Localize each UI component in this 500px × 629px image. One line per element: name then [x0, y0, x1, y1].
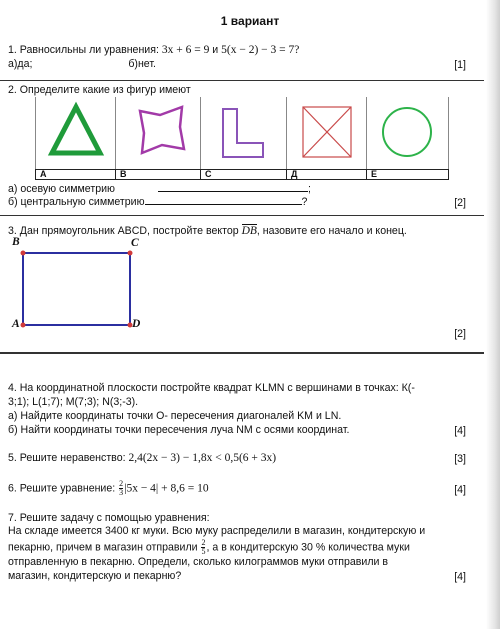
- q5-text: 5. Решите неравенство:: [8, 452, 129, 464]
- q7-line-3: [8, 539, 410, 556]
- q7-line-3-suffix: , а в кондитерскую 30 % количества муки: [206, 541, 410, 554]
- q7-line-1: 7. Решите задачу с помощью уравнения:: [8, 512, 210, 524]
- figure-label-e: Е: [367, 170, 449, 180]
- hourglass-figure: [287, 97, 366, 169]
- q4-line-2: 3;1); L(1;7); M(7;3); N(3;-3).: [8, 396, 139, 408]
- vertex-d-label: D: [132, 318, 141, 330]
- q7-line-2: На складе имеется 3400 кг муки. Всю муку распределили в магазин, кондитерскую и: [8, 525, 426, 537]
- figure-label-b: В: [116, 170, 201, 180]
- q6-fraction: [119, 480, 123, 497]
- vertex-c-label: C: [131, 237, 139, 249]
- q6-frac-den: 3: [119, 488, 124, 497]
- separator: [0, 215, 484, 216]
- q1-equation-2: 5(x − 2) − 3 = 7?: [221, 44, 300, 56]
- q5-question: [8, 452, 276, 464]
- vertex-b-label: B: [12, 236, 20, 248]
- q6-text: 6. Решите уравнение:: [8, 482, 119, 495]
- separator: [0, 80, 484, 81]
- figure-label-c: С: [201, 170, 287, 180]
- figure-e-cell: [366, 97, 449, 170]
- triangle-figure: [36, 97, 115, 169]
- q1-mark: [1]: [454, 59, 466, 71]
- q7-line-3-prefix: пекарню, причем в магазин отправили: [8, 541, 201, 554]
- q7-fraction: [201, 539, 205, 556]
- q4-mark: [4]: [454, 425, 466, 437]
- q6-question: [8, 480, 209, 497]
- separator: [0, 352, 484, 354]
- q4-line-4: б) Найти координаты точки пересечения луча NM с осями координат.: [8, 424, 350, 436]
- pinwheel-figure: [116, 97, 200, 169]
- q2-axial-symmetry: а) осевую симметрию: [8, 183, 115, 195]
- q1-option-a: а)да;: [8, 58, 33, 70]
- figure-label-d: Д: [287, 170, 367, 180]
- figure-labels-table: [35, 169, 449, 180]
- q2-end-a: ;: [307, 183, 311, 195]
- q6-mark: [4]: [454, 484, 466, 496]
- q1-options: [8, 58, 156, 70]
- figure-a-cell: [35, 97, 116, 170]
- vector-db: DB: [241, 225, 257, 237]
- q2-central-symmetry: б) центральную симметрию: [8, 196, 145, 208]
- q2-end-b: ?: [301, 196, 308, 208]
- circle-figure: [367, 97, 448, 169]
- q4-line-3: а) Найдите координаты точки О- пересечения диагоналей KM и LN.: [8, 410, 342, 422]
- page-title: 1 вариант: [220, 14, 280, 28]
- figure-c-cell: [200, 97, 287, 170]
- q7-frac-den: 5: [201, 547, 206, 556]
- rectangle-abcd-figure: [0, 234, 170, 334]
- page-edge-shadow: [486, 0, 500, 629]
- q7-mark: [4]: [454, 571, 466, 583]
- figure-d-cell: [286, 97, 367, 170]
- l-shape-figure: [201, 97, 286, 169]
- q5-inequality: 2,4(2x − 3) − 1,8x < 0,5(6 + 3x): [128, 452, 277, 464]
- q6-equation: |5x − 4| + 8,6 = 10: [124, 482, 209, 495]
- q1-option-b: б)нет.: [128, 58, 156, 70]
- q3-text: 3. Дан прямоугольник ABCD, постройте вектор: [8, 225, 242, 237]
- q2-line-b: [8, 196, 307, 208]
- answer-blank-a[interactable]: [158, 191, 308, 192]
- q2-question: 2. Определите какие из фигур имеют: [8, 84, 191, 96]
- figure-b-cell: [115, 97, 201, 170]
- q6-frac-num: 2: [119, 479, 124, 488]
- q3-text-suffix: , назовите его начало и конец.: [256, 225, 407, 237]
- figure-label-a: А: [36, 170, 116, 180]
- q7-line-4: отправленную в пекарню. Определи, сколько килограммов муки отправили в: [8, 556, 389, 568]
- q7-frac-num: 2: [201, 538, 206, 547]
- vertex-a-label: A: [12, 318, 20, 330]
- q1-question: [8, 44, 299, 56]
- q1-equation-1: 3x + 6 = 9: [161, 44, 210, 56]
- q1-text: 1. Равносильны ли уравнения:: [8, 44, 162, 56]
- q1-conjunction: и: [209, 44, 222, 56]
- q7-line-5: магазин, кондитерскую и пекарню?: [8, 570, 182, 582]
- q4-line-1: 4. На координатной плоскости постройте квадрат KLMN с вершинами в точках: К(-: [8, 382, 415, 394]
- answer-blank-b[interactable]: [145, 204, 302, 205]
- q2-line-a: [8, 183, 311, 195]
- q2-mark: [2]: [454, 197, 466, 209]
- q5-mark: [3]: [454, 453, 466, 465]
- q3-mark: [2]: [454, 328, 466, 340]
